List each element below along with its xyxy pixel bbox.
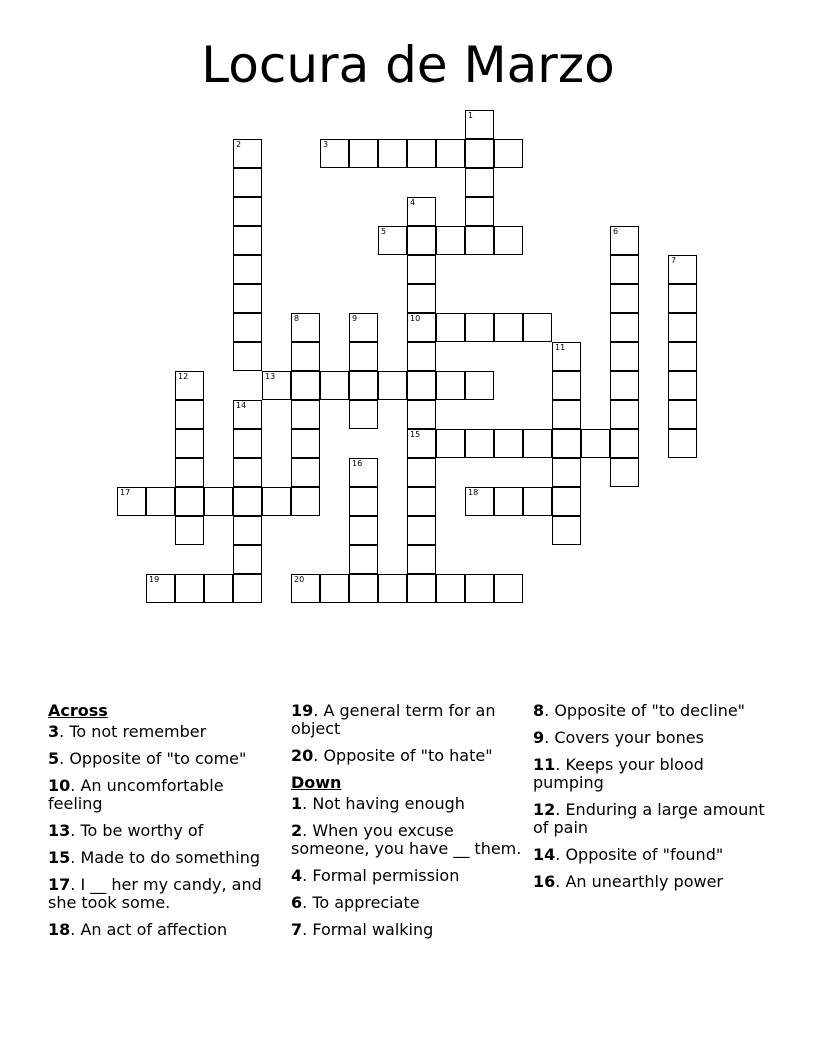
clue-column-2: [291, 702, 527, 948]
grid-cell[interactable]: [378, 226, 407, 255]
grid-cell[interactable]: [668, 342, 697, 371]
grid-cell[interactable]: [465, 574, 494, 603]
grid-cell[interactable]: [610, 429, 639, 458]
grid-cell[interactable]: [320, 371, 349, 400]
grid-cell[interactable]: [465, 168, 494, 197]
grid-cell[interactable]: [291, 400, 320, 429]
grid-cell[interactable]: [233, 400, 262, 429]
clue-down-1: 1. Not having enough: [291, 794, 465, 813]
grid-cell[interactable]: [523, 429, 552, 458]
grid-cell[interactable]: [494, 313, 523, 342]
grid-cell[interactable]: [552, 342, 581, 371]
cell-number: 20: [294, 575, 305, 584]
grid-cell[interactable]: [407, 139, 436, 168]
grid-cell[interactable]: [407, 342, 436, 371]
grid-cell[interactable]: [668, 284, 697, 313]
grid-cell[interactable]: [668, 429, 697, 458]
grid-cell[interactable]: [233, 139, 262, 168]
grid-cell[interactable]: [407, 313, 436, 342]
clue-down-4: 4. Formal permission: [291, 866, 460, 885]
grid-cell[interactable]: [349, 545, 378, 574]
cell-number: 18: [468, 488, 479, 497]
cell-number: 4: [410, 198, 416, 207]
cell-number: 5: [381, 227, 387, 236]
grid-cell[interactable]: [465, 197, 494, 226]
grid-cell[interactable]: [407, 284, 436, 313]
grid-cell[interactable]: [349, 400, 378, 429]
grid-cell[interactable]: [610, 342, 639, 371]
cell-number: 17: [120, 488, 131, 497]
cell-number: 19: [149, 575, 160, 584]
grid-cell[interactable]: [436, 371, 465, 400]
grid-cell[interactable]: [233, 574, 262, 603]
grid-cell[interactable]: [349, 342, 378, 371]
grid-cell[interactable]: [291, 487, 320, 516]
clue-down-6: 6. To appreciate: [291, 893, 420, 912]
grid-cell[interactable]: [523, 313, 552, 342]
grid-cell[interactable]: [291, 371, 320, 400]
grid-cell[interactable]: [175, 487, 204, 516]
grid-cell[interactable]: [320, 139, 349, 168]
clue-down-16: 16. An unearthly power: [533, 872, 723, 891]
grid-cell[interactable]: [407, 458, 436, 487]
grid-cell[interactable]: [233, 197, 262, 226]
clue-down-9: 9. Covers your bones: [533, 728, 704, 747]
cell-number: 7: [671, 256, 677, 265]
clue-down-7: 7. Formal walking: [291, 920, 434, 939]
grid-cell[interactable]: [552, 429, 581, 458]
grid-cell[interactable]: [262, 487, 291, 516]
grid-cell[interactable]: [610, 284, 639, 313]
grid-cell[interactable]: [465, 429, 494, 458]
grid-cell[interactable]: [291, 342, 320, 371]
grid-cell[interactable]: [378, 574, 407, 603]
grid-cell[interactable]: [407, 574, 436, 603]
cell-number: 14: [236, 401, 247, 410]
clue-down-11: 11. Keeps your blood pumping: [533, 755, 704, 792]
grid-cell[interactable]: [465, 487, 494, 516]
grid-cell[interactable]: [233, 458, 262, 487]
grid-cell[interactable]: [233, 545, 262, 574]
cell-number: 2: [236, 140, 242, 149]
grid-cell[interactable]: [436, 313, 465, 342]
clue-across-18: 18. An act of affection: [48, 920, 228, 939]
grid-cell[interactable]: [175, 574, 204, 603]
clue-down-2: 2. When you excuse someone, you have __ them.: [291, 821, 522, 858]
grid-cell[interactable]: [349, 516, 378, 545]
grid-cell[interactable]: [407, 197, 436, 226]
grid-cell[interactable]: [668, 371, 697, 400]
grid-cell[interactable]: [233, 487, 262, 516]
grid-cell[interactable]: [494, 139, 523, 168]
grid-cell[interactable]: [668, 255, 697, 284]
down-heading: Down: [291, 773, 342, 792]
grid-cell[interactable]: [523, 487, 552, 516]
grid-cell[interactable]: [378, 139, 407, 168]
grid-cell[interactable]: [291, 313, 320, 342]
grid-cell[interactable]: [610, 400, 639, 429]
grid-cell[interactable]: [407, 371, 436, 400]
cell-number: 11: [555, 343, 566, 352]
grid-cell[interactable]: [117, 487, 146, 516]
grid-cell[interactable]: [465, 313, 494, 342]
clue-down-8: 8. Opposite of "to decline": [533, 701, 746, 720]
grid-cell[interactable]: [349, 313, 378, 342]
grid-cell[interactable]: [204, 487, 233, 516]
grid-cell[interactable]: [552, 516, 581, 545]
grid-cell[interactable]: [610, 255, 639, 284]
grid-cell[interactable]: [436, 139, 465, 168]
grid-cell[interactable]: [175, 400, 204, 429]
grid-cell[interactable]: [291, 458, 320, 487]
cell-number: 10: [410, 314, 421, 323]
cell-number: 12: [178, 372, 189, 381]
grid-cell[interactable]: [320, 574, 349, 603]
grid-cell[interactable]: [233, 342, 262, 371]
grid-cell[interactable]: [610, 371, 639, 400]
grid-cell[interactable]: [465, 139, 494, 168]
grid-cell[interactable]: [494, 487, 523, 516]
grid-cell[interactable]: [407, 516, 436, 545]
grid-cell[interactable]: [233, 284, 262, 313]
grid-cell[interactable]: [233, 429, 262, 458]
cell-number: 13: [265, 372, 276, 381]
across-heading: Across: [48, 701, 108, 720]
grid-cell[interactable]: [291, 574, 320, 603]
grid-cell[interactable]: [494, 429, 523, 458]
grid-cell[interactable]: [262, 371, 291, 400]
grid-cell[interactable]: [465, 371, 494, 400]
clue-column-3: [533, 702, 773, 900]
grid-cell[interactable]: [552, 487, 581, 516]
grid-cell[interactable]: [436, 429, 465, 458]
grid-cell[interactable]: [349, 574, 378, 603]
clue-across-20: 20. Opposite of "to hate": [291, 746, 493, 765]
cell-number: 3: [323, 140, 329, 149]
grid-cell[interactable]: [175, 458, 204, 487]
grid-cell[interactable]: [436, 226, 465, 255]
grid-cell[interactable]: [407, 429, 436, 458]
cell-number: 1: [468, 111, 474, 120]
grid-cell[interactable]: [436, 574, 465, 603]
grid-cell[interactable]: [233, 255, 262, 284]
cell-number: 15: [410, 430, 421, 439]
grid-cell[interactable]: [146, 574, 175, 603]
clue-across-19: 19. A general term for an object: [291, 701, 496, 738]
grid-cell[interactable]: [204, 574, 233, 603]
clue-across-17: 17. I __ her my candy, and she took some.: [48, 875, 262, 912]
grid-cell[interactable]: [349, 139, 378, 168]
grid-cell[interactable]: [175, 429, 204, 458]
grid-cell[interactable]: [465, 110, 494, 139]
grid-cell[interactable]: [494, 226, 523, 255]
grid-cell[interactable]: [233, 516, 262, 545]
grid-cell[interactable]: [349, 371, 378, 400]
grid-cell[interactable]: [610, 313, 639, 342]
grid-cell[interactable]: [349, 487, 378, 516]
clue-column-1: [48, 702, 280, 948]
grid-cell[interactable]: [407, 487, 436, 516]
clue-down-12: 12. Enduring a large amount of pain: [533, 800, 765, 837]
page-title: Locura de Marzo: [201, 36, 615, 94]
clue-across-5: 5. Opposite of "to come": [48, 749, 247, 768]
grid-cell[interactable]: [291, 429, 320, 458]
grid-cell[interactable]: [552, 458, 581, 487]
clue-down-14: 14. Opposite of "found": [533, 845, 724, 864]
cell-number: 16: [352, 459, 363, 468]
grid-cell[interactable]: [465, 226, 494, 255]
grid-cell[interactable]: [407, 226, 436, 255]
grid-cell[interactable]: [494, 574, 523, 603]
grid-cell[interactable]: [407, 255, 436, 284]
grid-cell[interactable]: [581, 429, 610, 458]
grid-cell[interactable]: [378, 371, 407, 400]
cell-number: 9: [352, 314, 358, 323]
grid-cell[interactable]: [668, 313, 697, 342]
grid-cell[interactable]: [146, 487, 175, 516]
grid-cell[interactable]: [552, 371, 581, 400]
cell-number: 6: [613, 227, 619, 236]
grid-cell[interactable]: [175, 371, 204, 400]
clue-across-10: 10. An uncomfortable feeling: [48, 776, 224, 813]
grid-cell[interactable]: [407, 400, 436, 429]
grid-cell[interactable]: [233, 168, 262, 197]
grid-cell[interactable]: [175, 516, 204, 545]
grid-cell[interactable]: [233, 313, 262, 342]
grid-cell[interactable]: [668, 400, 697, 429]
cell-number: 8: [294, 314, 300, 323]
grid-cell[interactable]: [610, 458, 639, 487]
clue-across-3: 3. To not remember: [48, 722, 207, 741]
grid-cell[interactable]: [407, 545, 436, 574]
grid-cell[interactable]: [349, 458, 378, 487]
grid-cell[interactable]: [610, 226, 639, 255]
grid-cell[interactable]: [552, 400, 581, 429]
grid-cell[interactable]: [233, 226, 262, 255]
clue-across-15: 15. Made to do something: [48, 848, 261, 867]
clue-across-13: 13. To be worthy of: [48, 821, 204, 840]
